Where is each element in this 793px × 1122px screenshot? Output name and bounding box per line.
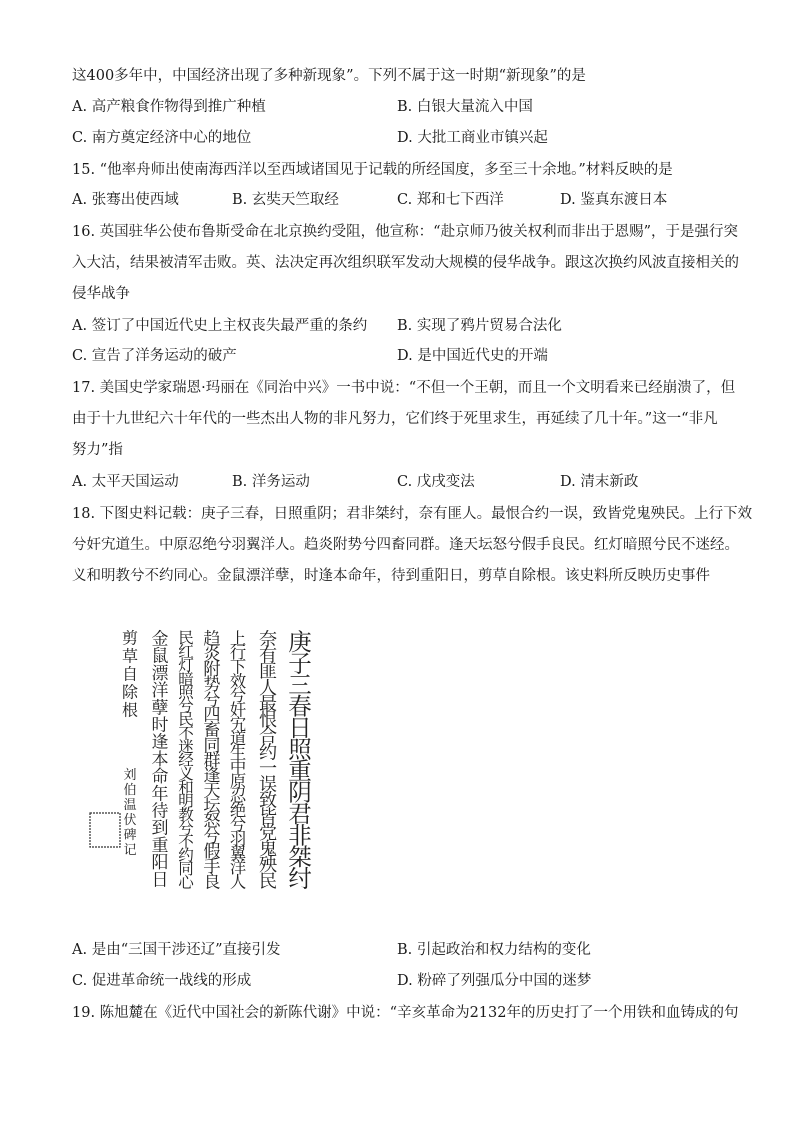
stele-char: 温 [123, 798, 137, 814]
stele-char: 恨 [258, 710, 278, 732]
stele-char: 殃 [258, 855, 278, 877]
stele-char: 逢 [151, 732, 169, 753]
stele-char: 根 [121, 700, 139, 720]
stele-char: 不 [178, 832, 194, 851]
stele-char: 奈 [258, 629, 278, 651]
stele-char: 照 [178, 683, 194, 702]
stele-char: 孽 [151, 698, 169, 719]
stele-char: 忍 [229, 786, 247, 806]
q15-stem: 15. “他率舟师出使南海西洋以至西域诸国见于记载的所经国度，多至三十余地。”材料反映的是 [72, 162, 673, 178]
q15-option-d[interactable]: D. 鉴真东渡日本 [560, 192, 668, 208]
stele-char: 良 [203, 872, 221, 893]
stele-char: 兮 [203, 690, 221, 711]
stele-char: 有 [258, 645, 278, 667]
stele-char: 民 [178, 629, 194, 648]
stele-char: 义 [178, 765, 194, 784]
q18-option-b[interactable]: B. 引起政治和权力结构的变化 [397, 942, 591, 958]
stele-char: 鼠 [151, 646, 169, 667]
q16-stem-line-1: 16. 英国驻华公使布鲁斯受命在北京换约受阻，他宣称：“赴京师乃彼关权利而非出于恩赐”，于是强行突 [72, 224, 738, 240]
stele-char: 匪 [258, 661, 278, 683]
stele-char: 原 [229, 772, 247, 792]
q16-option-b[interactable]: B. 实现了鸦片贸易合法化 [397, 318, 562, 334]
stele-char: 上 [229, 628, 247, 648]
stele-char: 中 [229, 757, 247, 777]
stele-char: 民 [258, 871, 278, 893]
stele-char: 庚 [288, 627, 312, 656]
stele-char: 三 [288, 670, 312, 699]
q15-option-c[interactable]: C. 郑和七下西洋 [397, 192, 504, 208]
stele-char: 势 [203, 675, 221, 696]
stele-char: 合 [258, 726, 278, 748]
stele-char: 致 [258, 790, 278, 812]
stele-char: 草 [121, 646, 139, 666]
q17-stem-line-3: 努力”指 [72, 442, 123, 458]
q15-option-b[interactable]: B. 玄奘天竺取经 [232, 192, 339, 208]
stele-char: 逢 [203, 766, 221, 787]
stele-char: 兮 [229, 815, 247, 835]
q18-option-d[interactable]: D. 粉碎了列强瓜分中国的迷梦 [397, 973, 592, 989]
stele-char: 炎 [203, 644, 221, 665]
stele-rubbing-figure [88, 608, 328, 918]
stele-char: 洋 [151, 681, 169, 702]
stele-char: 纣 [288, 864, 312, 893]
q18-stem-line-1: 18. 下图史料记载：庚子三春，日照重阴；君非桀纣，奈有匪人。最恨合约一误，致皆党鬼殃民。上行下效 [72, 506, 753, 522]
q14-option-b[interactable]: B. 白银大量流入中国 [397, 99, 533, 115]
stele-char: 党 [258, 822, 278, 844]
stele-char: 兮 [178, 819, 194, 838]
stele-char: 一 [258, 758, 278, 780]
stele-char: 兮 [229, 686, 247, 706]
stele-char: 日 [151, 870, 169, 891]
q14-option-d[interactable]: D. 大批工商业市镇兴起 [397, 130, 548, 146]
stele-char: 误 [258, 774, 278, 796]
q17-option-a[interactable]: A. 太平天国运动 [72, 474, 179, 490]
stele-char: 畜 [203, 720, 221, 741]
stele-char: 天 [203, 781, 221, 802]
q15-option-a[interactable]: A. 张骞出使西域 [72, 192, 179, 208]
stele-char: 羽 [229, 829, 247, 849]
stele-char: 约 [178, 846, 194, 865]
q18-stem-line-2: 兮奸宄道生。中原忍绝兮羽翼洋人。趋炎附势兮四畜同群。逢天坛怒兮假手良民。红灯暗照兮民不迷经。 [72, 537, 739, 553]
stele-char: 红 [178, 642, 194, 661]
stele-char: 怒 [203, 811, 221, 832]
stele-char: 坛 [203, 796, 221, 817]
stele-char: 时 [151, 715, 169, 736]
stele-char: 鬼 [258, 839, 278, 861]
stele-char: 子 [288, 649, 312, 678]
stele-char: 假 [203, 842, 221, 863]
stele-char: 翼 [229, 843, 247, 863]
q17-stem-line-2: 由于十九世纪六十年代的一些杰出人物的非凡努力，它们终于死里求生，再延续了几十年。”这一“非凡 [72, 411, 718, 427]
stele-char: 兮 [203, 826, 221, 847]
stele-char: 和 [178, 778, 194, 797]
stele-char: 伏 [123, 813, 137, 829]
stele-char: 行 [229, 643, 247, 663]
stele-char: 待 [151, 801, 169, 822]
stele-char: 本 [151, 749, 169, 770]
q16-option-c[interactable]: C. 宣告了洋务运动的破产 [72, 348, 237, 364]
stele-char: 群 [203, 751, 221, 772]
seal-stamp-icon [90, 813, 120, 847]
stele-char: 刘 [123, 768, 137, 784]
stele-char: 最 [258, 693, 278, 715]
q18-stem-line-3: 义和明教兮不约同心。金鼠漂洋孽，时逢本命年，待到重阳日，剪草自除根。该史料所反映历史事件 [72, 568, 710, 584]
stele-char: 阴 [288, 778, 312, 807]
stele-char: 附 [203, 659, 221, 680]
stele-char: 春 [288, 692, 312, 721]
q14-option-a[interactable]: A. 高产粮食作物得到推广种植 [72, 99, 266, 115]
q19-stem: 19. 陈旭麓在《近代中国社会的新陈代谢》中说：“辛亥革命为2132年的历史打了一个用铁和血铸成的句 [72, 1005, 739, 1021]
q14-option-c[interactable]: C. 南方奠定经济中心的地位 [72, 130, 252, 146]
stele-char: 人 [229, 872, 247, 892]
stele-char: 自 [121, 664, 139, 684]
q16-option-d[interactable]: D. 是中国近代史的开端 [397, 348, 548, 364]
stele-char: 非 [288, 821, 312, 850]
stele-char: 日 [288, 713, 312, 742]
stele-char: 阳 [151, 853, 169, 874]
q16-stem-line-2: 入大沽，结果被清军击败。英、法决定再次组织联军发动大规模的侵华战争。跟这次换约风波直接相关的 [72, 255, 739, 271]
stele-char: 漂 [151, 663, 169, 684]
stele-char: 金 [151, 629, 169, 650]
stele-char: 洋 [229, 858, 247, 878]
stele-char: 皆 [258, 806, 278, 828]
stele-char: 效 [229, 671, 247, 691]
q18-option-c[interactable]: C. 促进革命统一战线的形成 [72, 973, 252, 989]
stele-char: 约 [258, 742, 278, 764]
stele-char: 人 [258, 677, 278, 699]
stele-char: 灯 [178, 656, 194, 675]
stele-char: 生 [229, 743, 247, 763]
q16-option-a[interactable]: A. 签订了中国近代史上主权丧失最严重的条约 [72, 318, 368, 334]
stele-char: 下 [229, 657, 247, 677]
stele-char: 心 [178, 873, 194, 892]
stele-char: 同 [203, 735, 221, 756]
stele-char: 照 [288, 735, 312, 764]
q14-stem: 这400多年中，中国经济出现了多种新现象”。下列不属于这一时期“新现象”的是 [72, 68, 586, 84]
q18-option-a[interactable]: A. 是由“三国干涉还辽”直接引发 [72, 942, 281, 958]
stele-char: 同 [178, 860, 194, 879]
stele-char: 趋 [203, 629, 221, 650]
stele-char: 明 [178, 792, 194, 811]
stele-char: 碑 [123, 828, 137, 844]
q17-option-c[interactable]: C. 戊戌变法 [397, 474, 475, 490]
stele-rubbing-image [88, 608, 328, 918]
stele-char: 到 [151, 818, 169, 839]
q17-option-d[interactable]: D. 清末新政 [560, 474, 639, 490]
stele-char: 重 [151, 835, 169, 856]
stele-char: 剪 [121, 628, 139, 648]
stele-char: 暗 [178, 669, 194, 688]
q17-option-b[interactable]: B. 洋务运动 [232, 474, 310, 490]
stele-char: 伯 [123, 783, 137, 799]
stele-char: 宄 [229, 714, 247, 734]
stele-char: 重 [288, 756, 312, 785]
q17-stem-line-1: 17. 美国史学家瑞恩·玛丽在《同治中兴》一书中说：“不但一个王朝，而且一个文明看来已经崩溃了，但 [72, 380, 736, 396]
stele-char: 不 [178, 724, 194, 743]
stele-char: 除 [121, 682, 139, 702]
stele-char: 民 [178, 710, 194, 729]
stele-char: 兮 [178, 697, 194, 716]
stele-char: 教 [178, 805, 194, 824]
stele-char: 奸 [229, 700, 247, 720]
q16-stem-line-3: 侵华战争 [72, 286, 130, 302]
stele-char: 迷 [178, 737, 194, 756]
stele-char: 四 [203, 705, 221, 726]
stele-char: 道 [229, 729, 247, 749]
stele-char: 经 [178, 751, 194, 770]
stele-char: 记 [123, 843, 137, 859]
stele-char: 君 [288, 799, 312, 828]
stele-char: 桀 [288, 842, 312, 871]
stele-char: 命 [151, 767, 169, 788]
stele-char: 年 [151, 784, 169, 805]
stele-char: 手 [203, 857, 221, 878]
stele-char: 绝 [229, 800, 247, 820]
